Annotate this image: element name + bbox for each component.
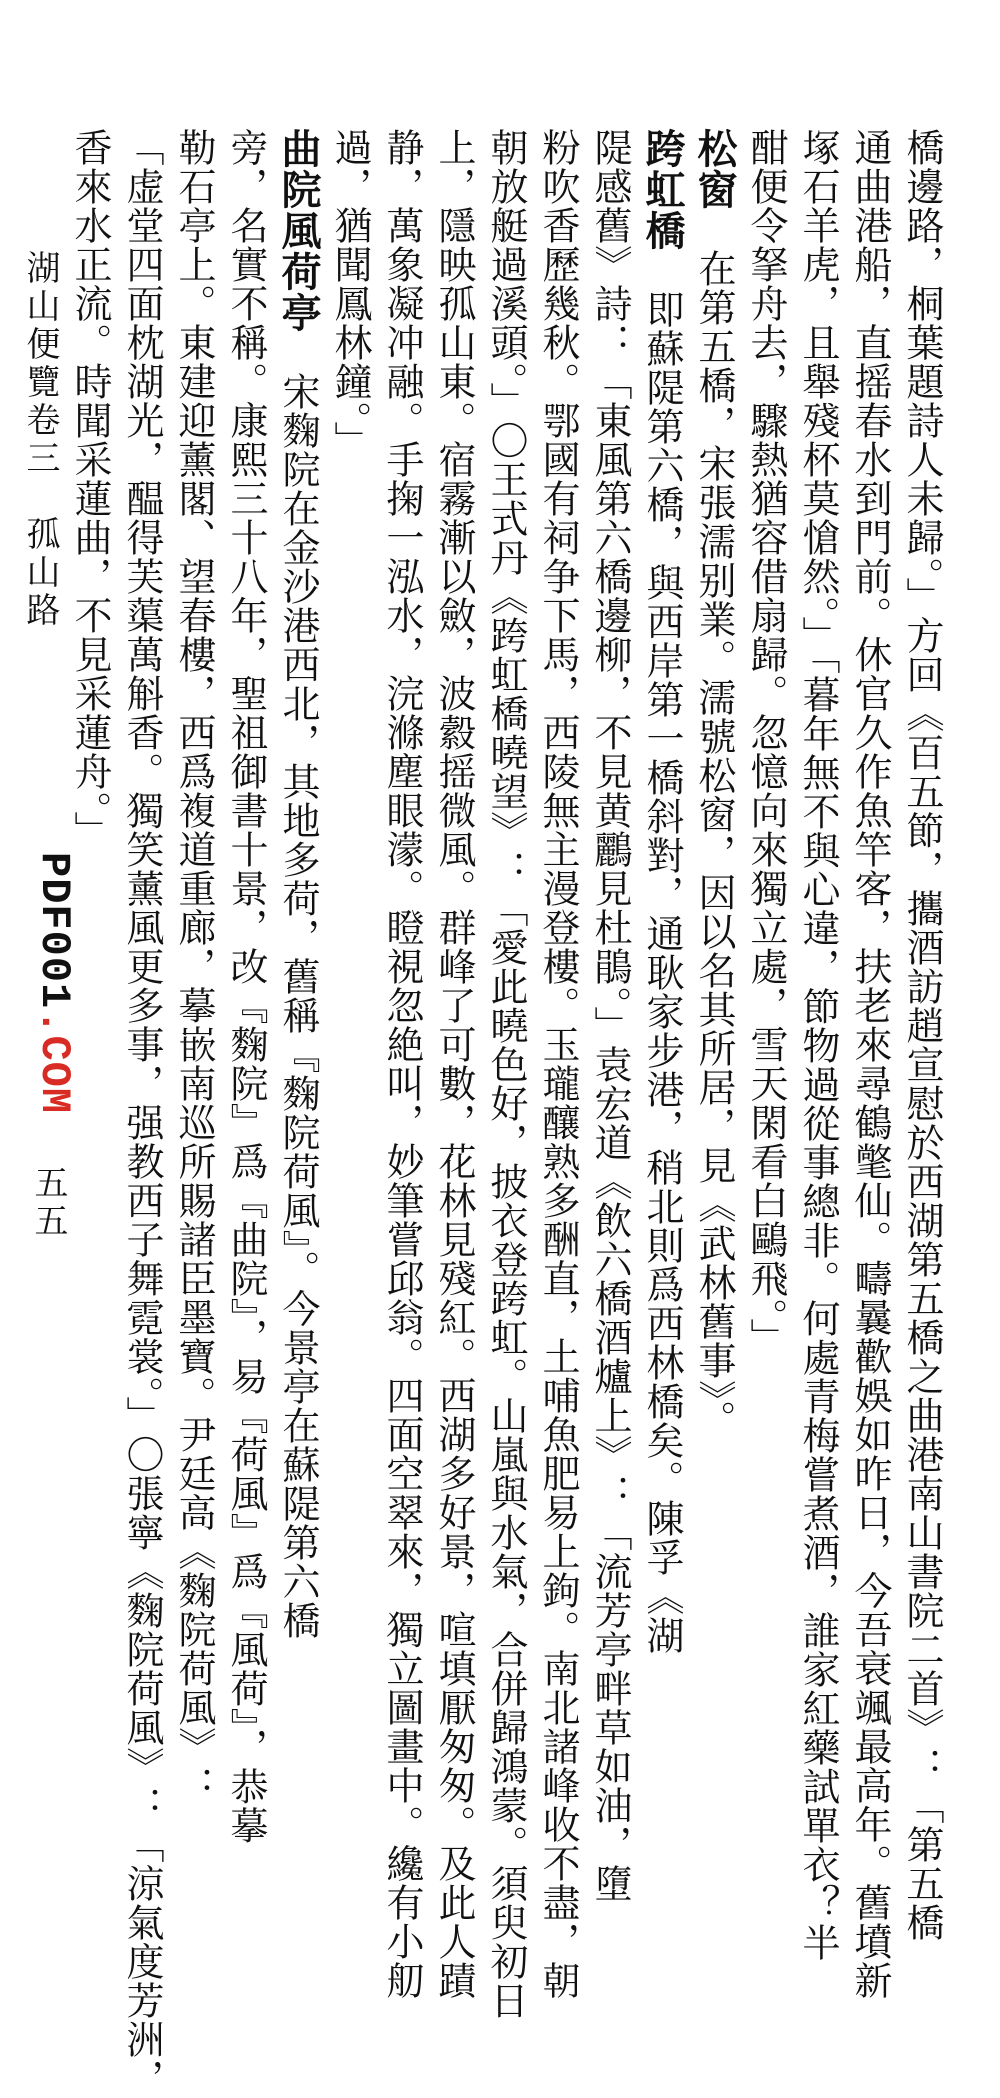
column-text: 粉吹香歷幾秋。鄂國有祠争下馬，西陵無主漫登樓。玉瓏釀熟多酬直，土哺魚肥易上鉤。南北諸峰收不盡，朝	[536, 128, 580, 2000]
entry-body-kuahong: 即蘇隄第六橋，與西岸第一橋斜對，通耿家步港，稍北則爲西林橋矣。陳孚《湖	[640, 290, 684, 1655]
entry-body-quyuan: 宋麴院在金沙港西北，其地多荷，舊稱『麴院荷風』。今景亭在蘇隄第六橋	[276, 372, 320, 1640]
entry-body-songchuang: 在第五橋，宋張濡别業。濡號松窗，因以名其所居，見《武林舊事》。	[692, 249, 736, 1439]
text-column-12	[324, 128, 376, 460]
column-text: 静，萬象凝冲融。手掬一泓水，浣滌塵眼濛。瞪視忽絶叫，妙筆嘗邱翁。四面空翠來，獨立圖畫中。纔有小舠	[380, 128, 424, 2000]
text-column-15	[168, 128, 220, 1805]
column-text: 「虚堂四面枕湖光，醖得芙蕖萬斛香。獨笑薰風更多事，强教西子舞霓裳。」〇張寧《麴院荷風》：「涼氣度芳洲，	[120, 128, 164, 2098]
column-text: 酣便令拏舟去，驟熱猶容借扇歸。忽憶向來獨立處，雪天閑看白鷗飛。」	[744, 128, 788, 1357]
text-column-6	[636, 128, 688, 1655]
entry-title-songchuang: 松窗	[691, 128, 738, 210]
entry-title-kuahong: 跨虹橋	[639, 128, 686, 251]
watermark	[30, 852, 78, 1114]
column-text: 通曲港船，直摇春水到門前。休官久作魚竿客，扶老來尋鶴氅仙。疇曩歡娛如昨日，今吾衰颯最高年。舊墳新	[848, 128, 892, 2000]
text-column-14	[220, 128, 272, 1845]
text-column-10	[428, 128, 480, 2000]
column-text: 隄感舊》詩：「東風第六橋邊柳，不見黄鸝見杜鵑。」袁宏道《飲六橋酒爐上》：「流芳亭畔草如油，墮	[588, 128, 632, 1903]
page-number: 五五	[28, 1165, 68, 1241]
text-column-13	[272, 128, 324, 1640]
column-text: 過，猶聞鳳林鐘。」	[328, 128, 372, 460]
column-text: 上，隱映孤山東。宿霧漸以斂，波縠摇微風。群峰了可數，花林見殘紅。西湖多好景，喧填厭匆匆。及此人蹟	[432, 128, 476, 2000]
column-text: 橋邊路，桐葉題詩人未歸。」方回《百五節，攜酒訪趙宣慰於西湖第五橋之曲港南山書院二首》：「第五橋	[900, 128, 944, 1942]
text-column-16	[116, 128, 168, 2098]
column-text: 勒石亭上。東建迎薰閣、望春樓，西爲複道重廊，摹嵌南巡所賜諸臣墨寶。尹廷高《麴院荷風》：	[172, 128, 216, 1805]
column-text: 香來水正流。時聞采蓮曲，不見采蓮舟。」	[68, 128, 112, 850]
text-column-7	[584, 128, 636, 1903]
column-text: 朝放艇過溪頭。」〇王式丹《跨虹橋曉望》：「愛此曉色好，披衣登跨虹。山嵐與水氣，合併歸鴻蒙。須臾初日	[484, 128, 528, 2020]
running-header: 湖山便覽卷三 孤山路	[20, 250, 60, 630]
watermark-prefix: PDF001	[30, 852, 78, 1010]
text-column-11	[376, 128, 428, 2000]
watermark-suffix: .COM	[30, 1009, 78, 1115]
text-column-17	[64, 128, 116, 850]
text-column-5	[688, 128, 740, 1439]
text-column-1	[896, 128, 948, 1942]
text-column-8	[532, 128, 584, 2000]
column-text: 旁，名實不稱。康熙三十八年，聖祖御書十景，改『麴院』爲『曲院』，易『荷風』爲『風荷』，恭摹	[224, 128, 268, 1845]
text-column-2	[844, 128, 896, 2000]
text-column-3	[792, 128, 844, 1962]
entry-title-quyuan: 曲院風荷亭	[275, 128, 322, 333]
text-column-4	[740, 128, 792, 1357]
column-text: 塚石羊虎，且舉殘杯莫愴然。」「暮年無不與心違，節物過從事總非。何處青梅嘗煮酒，誰家紅藥試單衣？半	[796, 128, 840, 1962]
text-column-9	[480, 128, 532, 2020]
